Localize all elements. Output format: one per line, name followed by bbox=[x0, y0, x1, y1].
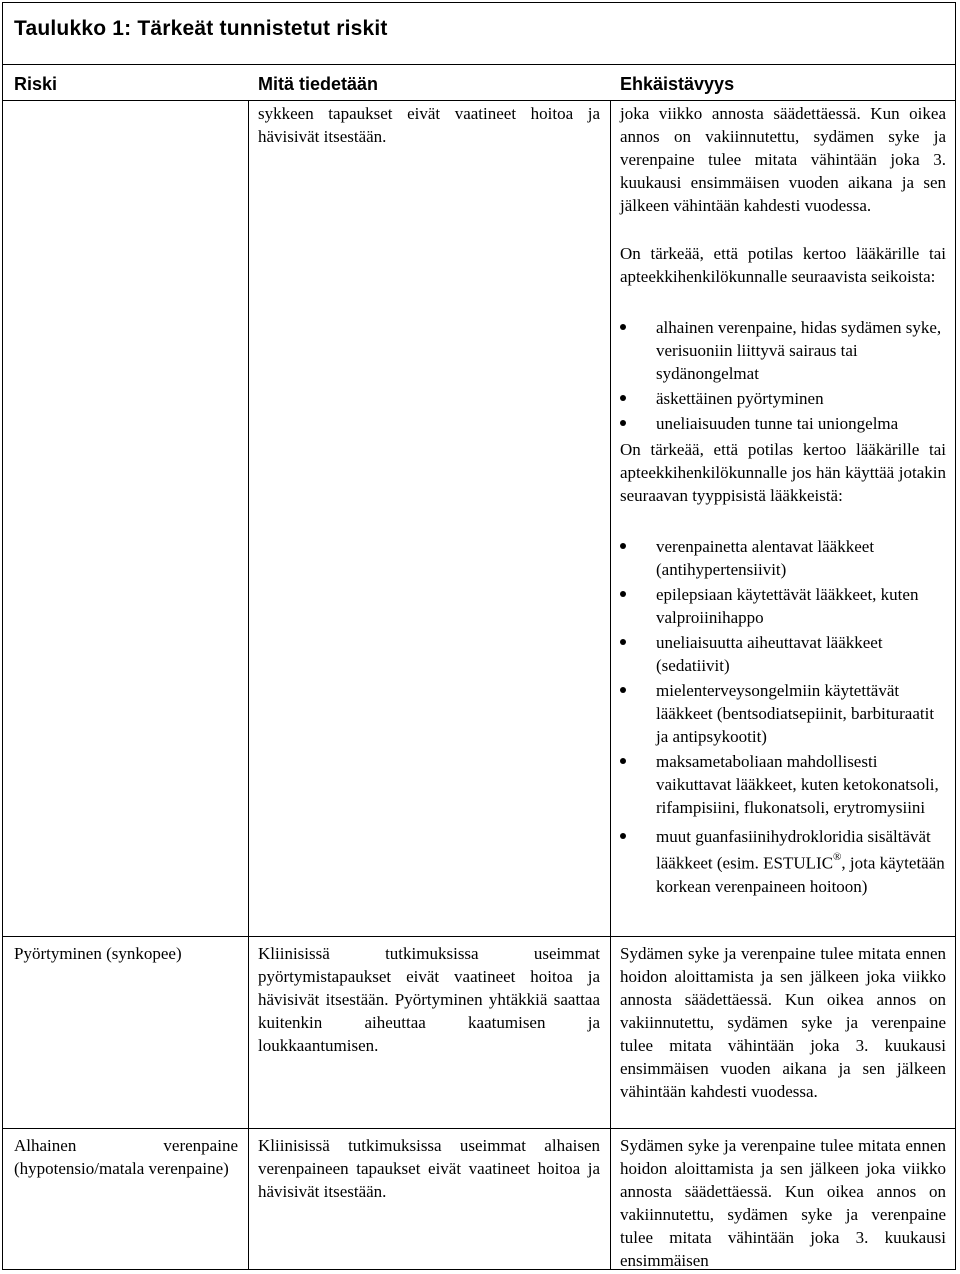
bullet-icon bbox=[620, 420, 626, 426]
table-title: Taulukko 1: Tärkeät tunnistetut riskit bbox=[14, 17, 388, 40]
header-divider bbox=[3, 100, 955, 101]
bullet-icon bbox=[620, 687, 626, 693]
bullet-icon bbox=[620, 833, 626, 839]
header-known: Mitä tiedetään bbox=[258, 74, 379, 94]
bullet-icon bbox=[620, 639, 626, 645]
list-item: muut guanfasiinihydrokloridia sisältävät lääkkeet (esim. ESTULIC®, jota käytetään korkean verenpaineen hoitoon) bbox=[620, 825, 946, 898]
bullet-list-2 bbox=[620, 535, 946, 900]
list-item: uneliaisuuden tunne tai uniongelma bbox=[620, 412, 946, 435]
table-title-row bbox=[3, 3, 955, 65]
known-hypotension: Kliinisissä tutkimuksissa useimmat alhaisen verenpaineen tapaukset eivät vaatineet hoitoa ja hävisivät itsestään. bbox=[258, 1136, 600, 1201]
bullet-icon bbox=[620, 395, 626, 401]
list-item: äskettäinen pyörtyminen bbox=[620, 387, 946, 410]
risk-hypotension: Alhainen verenpaine (hypotensio/matala verenpaine) bbox=[14, 1136, 238, 1178]
risk-syncope: Pyörtyminen (synkopee) bbox=[14, 944, 182, 963]
bullet-list-1 bbox=[620, 316, 946, 437]
list-item: verenpainetta alentavat lääkkeet (antihypertensiivit) bbox=[620, 535, 946, 581]
header-risk: Riski bbox=[14, 74, 58, 94]
row-divider-2 bbox=[3, 1128, 955, 1129]
prevention-hypotension: Sydämen syke ja verenpaine tulee mitata ennen hoidon aloittamista ja sen jälkeen joka viikko annosta säädettäessä. Kun oikea annos on vakiinnutettu, sydämen syke ja verenpaine tulee mitata vähintään joka 3. kuukausi ensimmäisen bbox=[620, 1136, 946, 1270]
list-item: epilepsiaan käytettävät lääkkeet, kuten valproiinihappo bbox=[620, 583, 946, 629]
column-divider-1 bbox=[248, 100, 249, 1269]
prevention-paragraph-2: On tärkeää, että potilas kertoo lääkärille tai apteekkihenkilökunnalle jos hän käyttää jotakin seuraavan tyyppisistä lääkkeistä: bbox=[620, 440, 946, 505]
row-divider-1 bbox=[3, 936, 955, 937]
prevention-paragraph-1: On tärkeää, että potilas kertoo lääkärille tai apteekkihenkilökunnalle seuraavista seikoista: bbox=[620, 244, 946, 286]
known-syncope: Kliinisissä tutkimuksissa useimmat pyörtymistapaukset eivät vaatineet hoitoa ja hävisivät itsestään. Pyörtyminen yhtäkkiä saattaa kuitenkin aiheuttaa kaatumisen ja loukkaantumisen. bbox=[258, 944, 600, 1055]
bullet-icon bbox=[620, 591, 626, 597]
bullet-icon bbox=[620, 324, 626, 330]
list-item: alhainen verenpaine, hidas sydämen syke, verisuoniin liittyvä sairaus tai sydänongelmat bbox=[620, 316, 946, 385]
risk-table bbox=[2, 2, 956, 1270]
list-item: mielenterveysongelmiin käytettävät lääkkeet (bentsodiatsepiinit, barbituraatit ja antipsykootit) bbox=[620, 679, 946, 748]
prevention-continuation: joka viikko annosta säädettäessä. Kun oikea annos on vakiinnutettu, sydämen syke ja verenpaine tulee mitata vähintään joka 3. kuukausi ensimmäisen vuoden aikana ja sen jälkeen vähintään kahdesti vuodessa. bbox=[620, 104, 946, 215]
list-item: uneliaisuutta aiheuttavat lääkkeet (sedatiivit) bbox=[620, 631, 946, 677]
bullet-icon bbox=[620, 543, 626, 549]
header-prevention: Ehkäistävyys bbox=[620, 74, 735, 94]
column-divider-2 bbox=[610, 100, 611, 1269]
bullet-icon bbox=[620, 758, 626, 764]
known-continuation: sykkeen tapaukset eivät vaatineet hoitoa ja hävisivät itsestään. bbox=[258, 104, 600, 146]
prevention-syncope: Sydämen syke ja verenpaine tulee mitata ennen hoidon aloittamista ja sen jälkeen joka viikko annosta säädettäessä. Kun oikea annos on vakiinnutettu, sydämen syke ja verenpaine tulee mitata vähintään joka 3. kuukausi ensimmäisen vuoden aikana ja sen jälkeen vähintään kahdesti vuodessa. bbox=[620, 944, 946, 1101]
list-item: maksametaboliaan mahdollisesti vaikuttavat lääkkeet, kuten ketokonatsoli, rifampisiini, flukonatsoli, erytromysiini bbox=[620, 750, 946, 819]
